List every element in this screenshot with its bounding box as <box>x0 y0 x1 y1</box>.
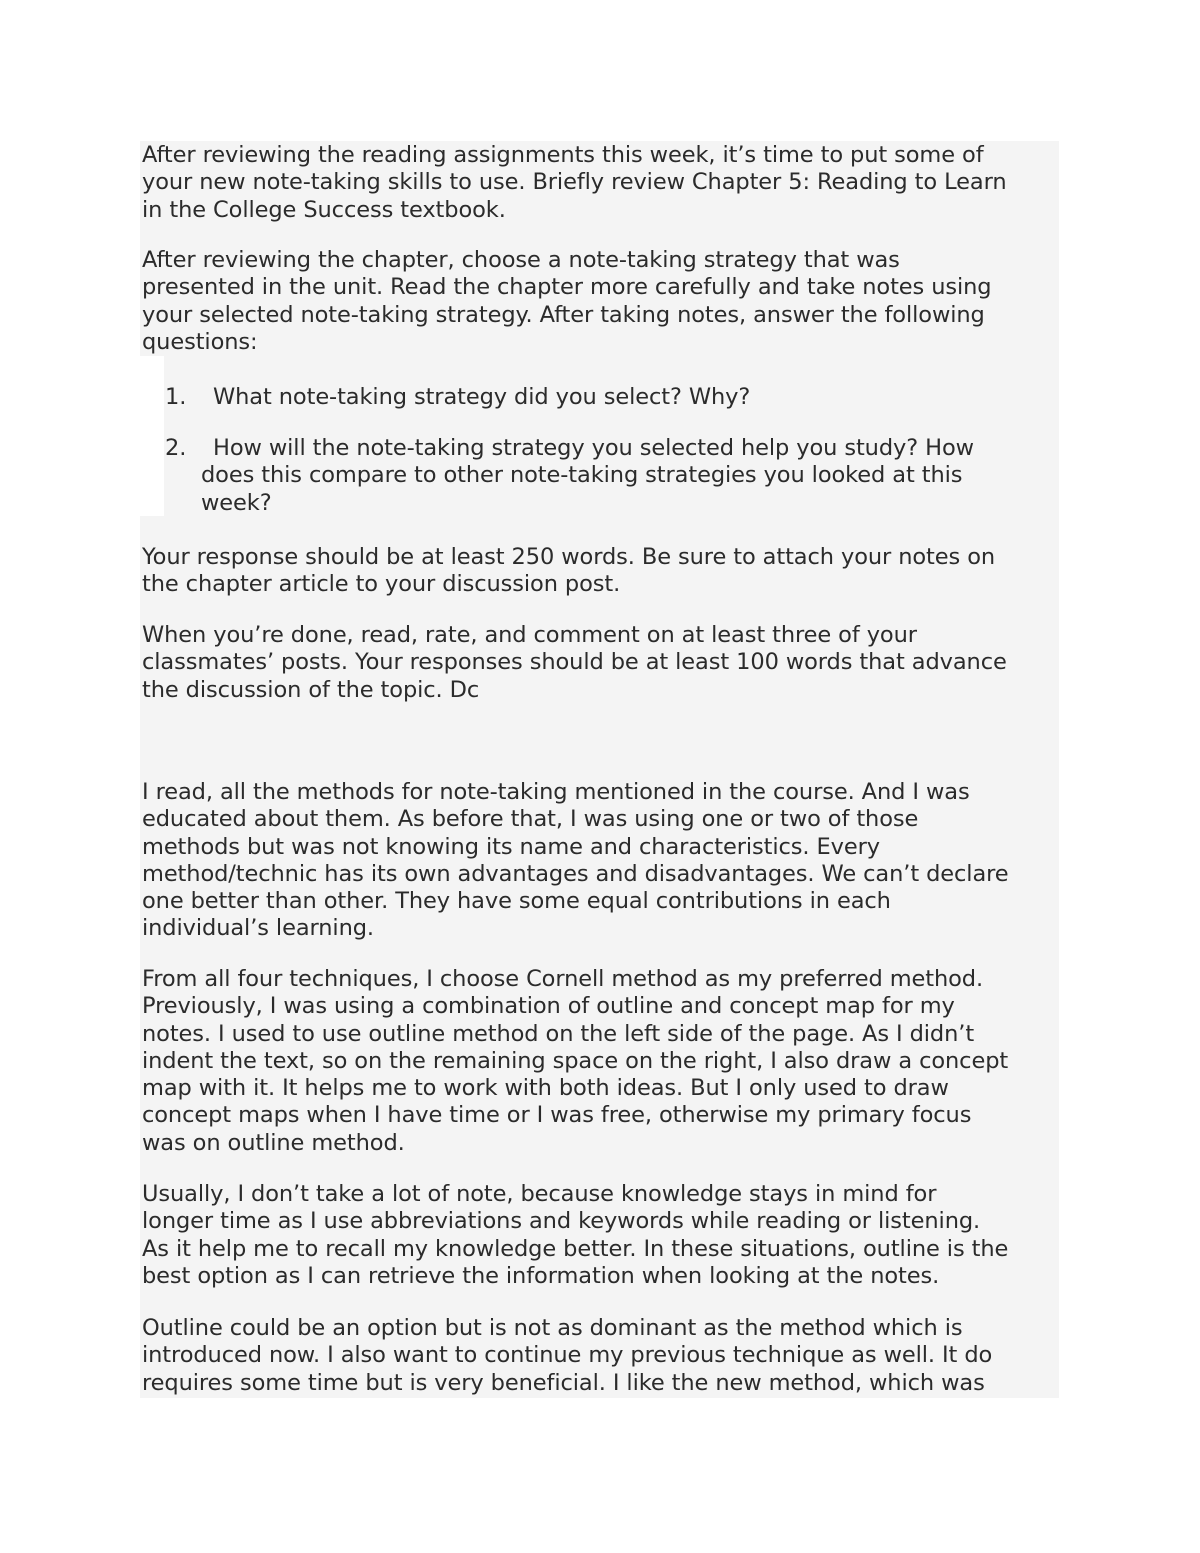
response-paragraph-3 <box>142 1181 1008 1290</box>
text-line: I read, all the methods for note-taking mentioned in the course. And I was <box>142 779 970 805</box>
question-text: week? <box>201 489 272 516</box>
text-line: presented in the unit. Read the chapter more carefully and take notes using <box>142 274 992 301</box>
text-line: the chapter article to your discussion post. <box>142 571 621 598</box>
response-paragraph-1 <box>142 779 1009 943</box>
text-line: methods but was not knowing its name and characteristics. Every <box>142 833 880 860</box>
question-text: does this compare to other note-taking strategies you looked at this <box>201 462 963 489</box>
text-line: the discussion of the topic. Dc <box>142 676 480 703</box>
prompt-paragraph-2 <box>142 247 991 356</box>
text-line: After reviewing the reading assignments this week, it’s time to put some of <box>142 142 984 168</box>
text-line: notes. I used to use outline method on the left side of the page. As I didn’t <box>142 1020 975 1047</box>
text-line: introduced now. I also want to continue my previous technique as well. It do <box>142 1342 993 1369</box>
text-line: Usually, I don’t take a lot of note, because knowledge stays in mind for <box>142 1181 937 1207</box>
text-line: As it help me to recall my knowledge better. In these situations, outline is the <box>142 1235 1009 1262</box>
text-line: When you’re done, read, rate, and comment on at least three of your <box>142 622 917 648</box>
response-paragraph-4 <box>142 1315 992 1397</box>
text-line: classmates’ posts. Your responses should be at least 100 words that advance <box>142 649 1007 676</box>
text-line: Previously, I was using a combination of outline and concept map for my <box>142 993 955 1020</box>
text-line: longer time as I use abbreviations and keywords while reading or listening. <box>142 1208 981 1235</box>
text-line: requires some time but is very beneficial. I like the new method, which was <box>142 1369 985 1396</box>
question-number: 2. <box>165 435 187 461</box>
text-line: questions: <box>142 328 258 355</box>
text-line: method/technic has its own advantages and disadvantages. We can’t declare <box>142 860 1009 887</box>
response-paragraph-2 <box>142 966 1008 1157</box>
question-text: How will the note-taking strategy you selected help you study? How <box>213 435 974 461</box>
text-line: After reviewing the chapter, choose a note-taking strategy that was <box>142 247 900 273</box>
text-line: best option as I can retrieve the information when looking at the notes. <box>142 1262 940 1289</box>
question-text: What note-taking strategy did you select? Why? <box>213 384 751 410</box>
text-line: Outline could be an option but is not as dominant as the method which is <box>142 1315 963 1341</box>
text-line: one better than other. They have some equal contributions in each <box>142 888 891 915</box>
text-line: From all four techniques, I choose Cornell method as my preferred method. <box>142 966 984 992</box>
prompt-paragraph-3 <box>142 544 995 599</box>
text-line: Your response should be at least 250 words. Be sure to attach your notes on <box>142 544 996 570</box>
prompt-paragraph-1 <box>142 142 1007 224</box>
text-line: in the College Success textbook. <box>142 196 506 223</box>
text-line: concept maps when I have time or I was free, otherwise my primary focus <box>142 1102 972 1129</box>
question-number: 1. <box>165 384 187 410</box>
text-line: your selected note-taking strategy. After taking notes, answer the following <box>142 301 985 328</box>
text-line: map with it. It helps me to work with both ideas. But I only used to draw <box>142 1075 949 1102</box>
text-line: individual’s learning. <box>142 915 374 942</box>
text-line: was on outline method. <box>142 1129 405 1156</box>
text-line: educated about them. As before that, I was using one or two of those <box>142 806 919 833</box>
prompt-paragraph-4 <box>142 622 1007 704</box>
text-line: your new note-taking skills to use. Briefly review Chapter 5: Reading to Learn <box>142 169 1007 196</box>
text-line: indent the text, so on the remaining space on the right, I also draw a concept <box>142 1047 1009 1074</box>
